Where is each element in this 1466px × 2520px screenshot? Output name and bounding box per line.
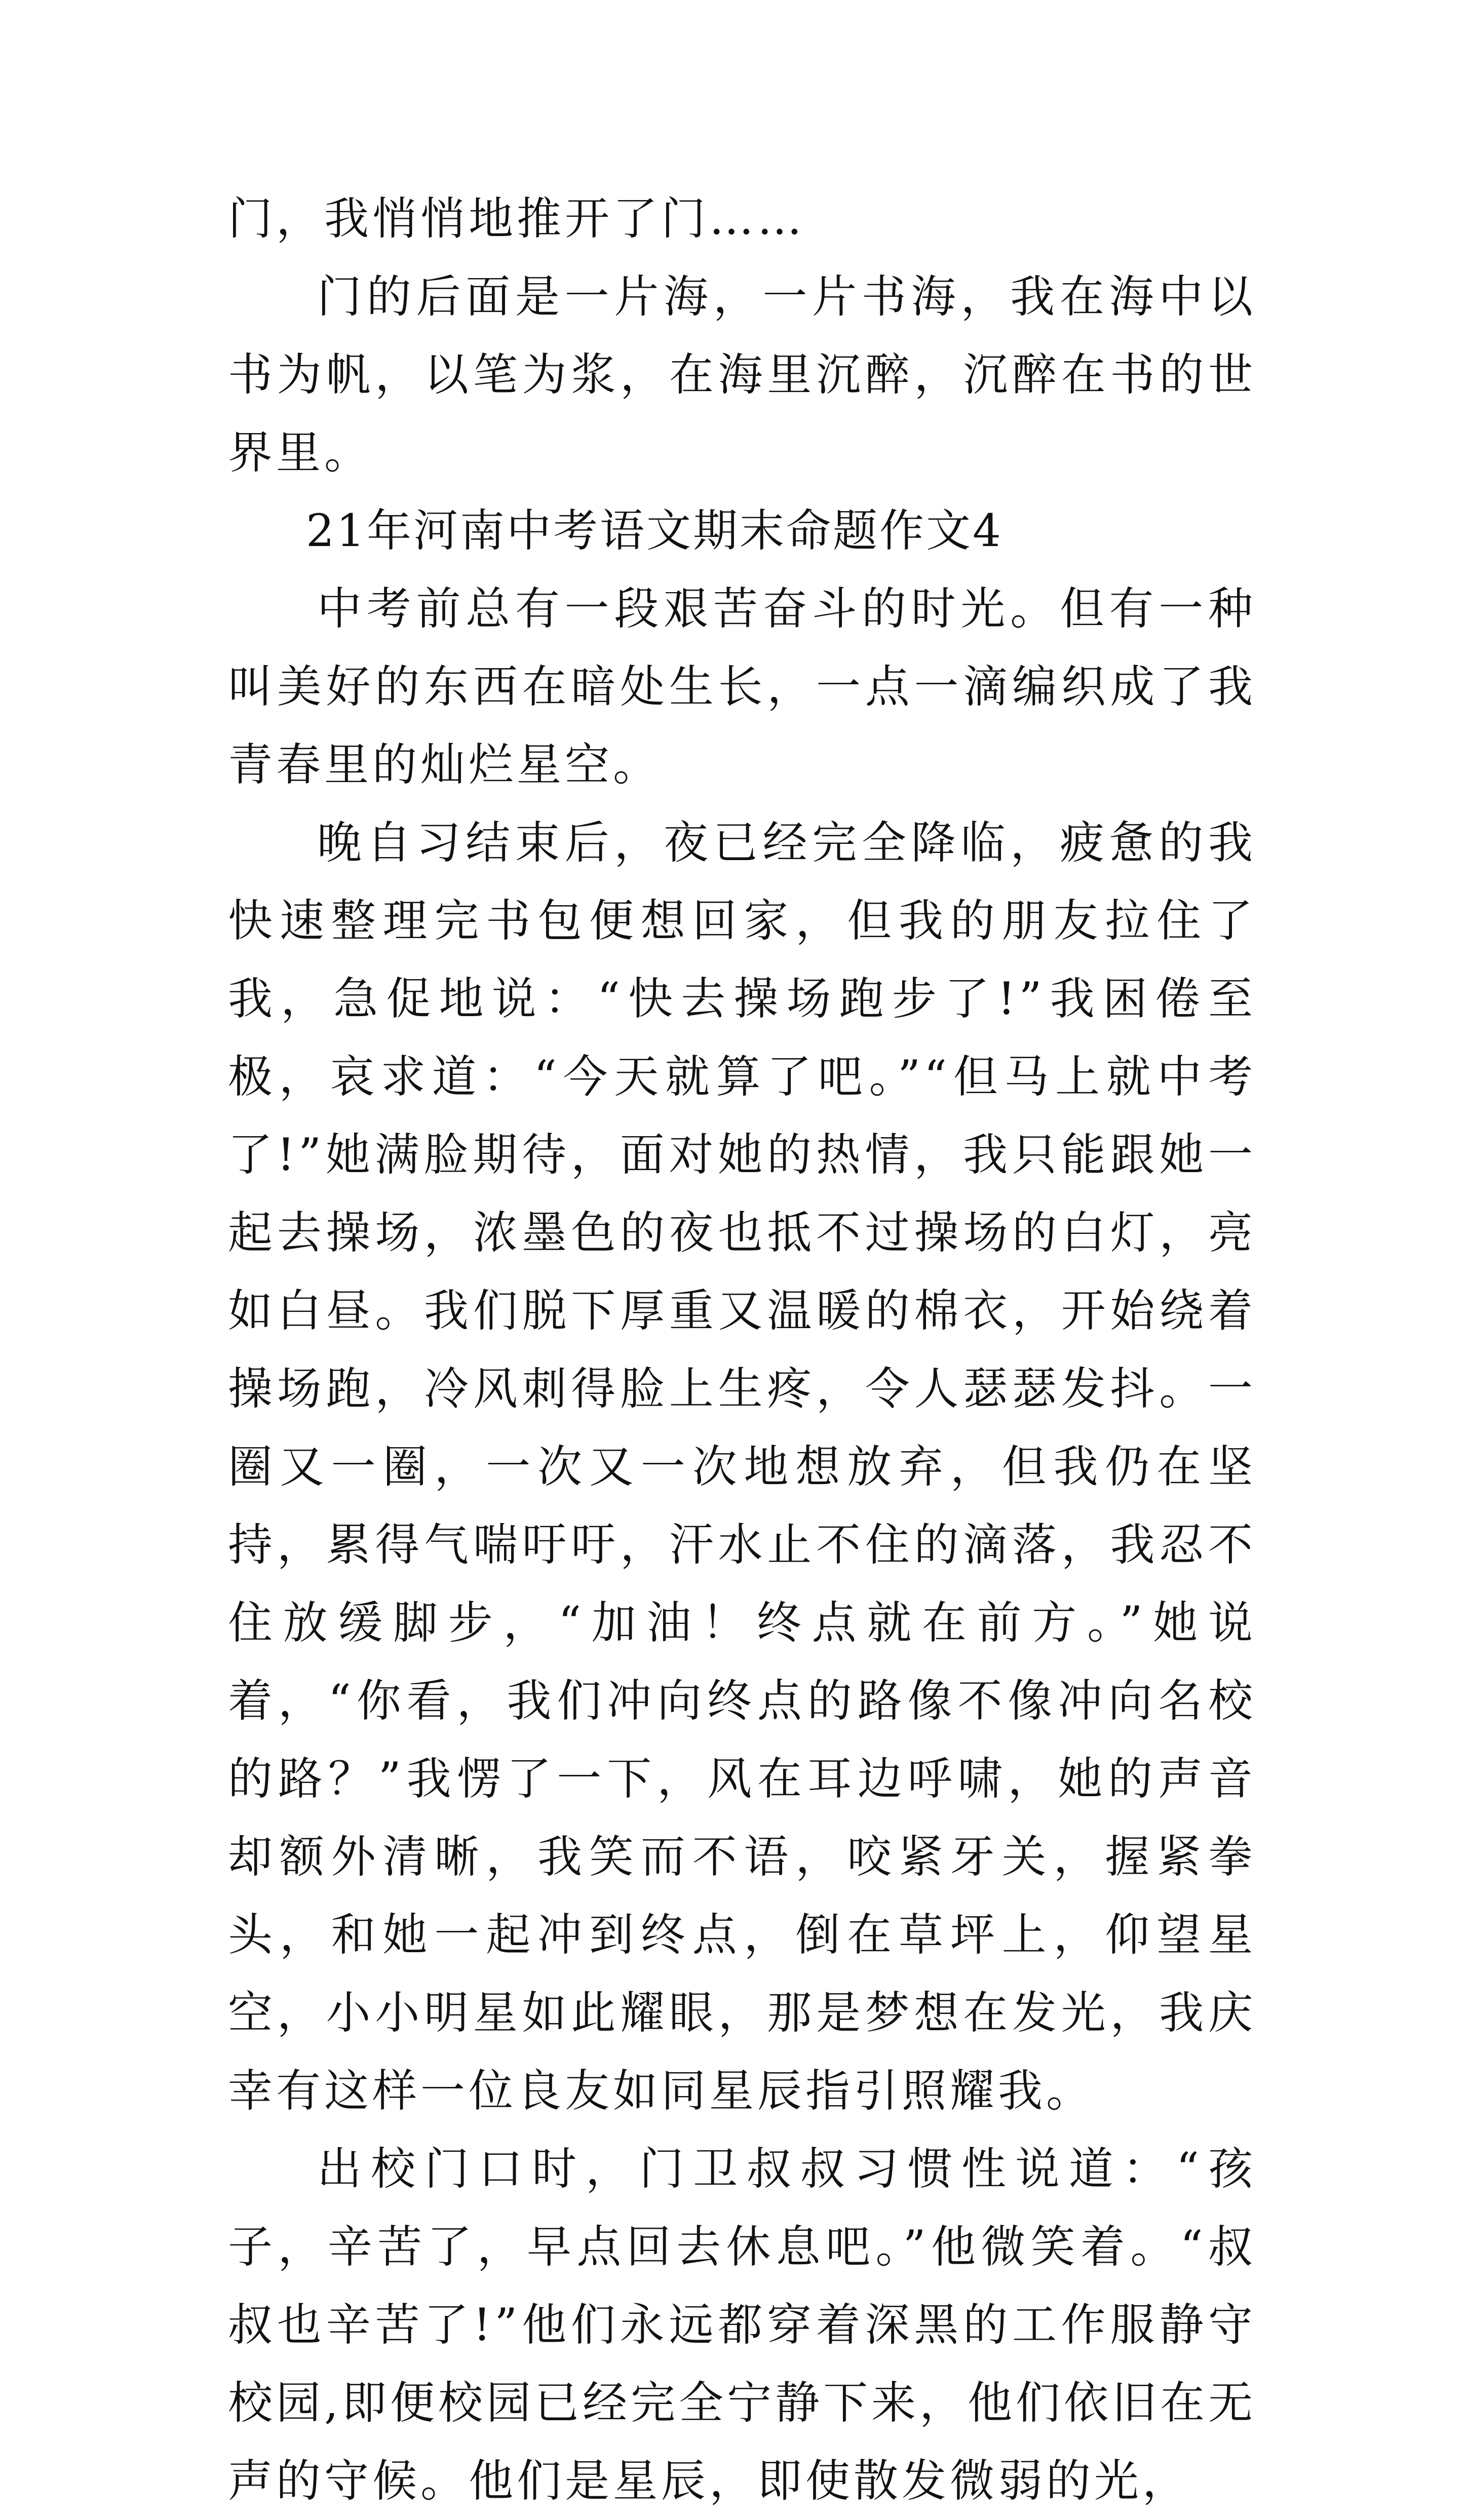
document-body <box>228 180 1256 2520</box>
essay-heading: 21年河南中考语文期末命题作文4 <box>306 505 1003 557</box>
paragraph-book-sea: 门的后面是一片海，一片书海，我在海中以书为帆，以笔为浆，在海里沉醉，沉醉在书的世界里。 <box>228 270 1256 479</box>
paragraph-gatekeeper: 出校门口时，门卫叔叔习惯性说道：“孩子，辛苦了，早点回去休息吧。”他微笑着。“叔叔也辛苦了!”他们永远都穿着深黑的工作服静守校园,即便校园已经完全宁静下来，他们依旧在无声的守候。他们是星辰，即使散发微弱的光， <box>228 2143 1256 2507</box>
paragraph-running: 晚自习结束后，夜已经完全降临，疲惫的我快速整理完书包便想回家，但我的朋友拉住了我，急促地说：“快去操场跑步了!”我困倦至极，哀求道：“今天就算了吧。”“但马上就中考了!”她满脸期待，面对她的热情，我只能跟她一起去操场，浓墨色的夜也抵不过操场的白灯，亮如白昼。我们脱下厚重又温暖的棉衣，开始绕着操场跑，冷风刺得脸上生疼，令人瑟瑟发抖。一圈又一圈，一次又一次地想放弃，但我仍在坚持，累得气喘吁吁，汗水止不住的滴落，我忍不住放缓脚步，“加油！终点就在前方。”她说着，“你看，我们冲向终点的路像不像冲向名校的路？”我愣了一下，风在耳边呼啸，她的声音却额外清晰，我笑而不语，咬紧牙关，握紧拳头，和她一起冲到终点，倒在草坪上，仰望星空，小小明星如此耀眼，那是梦想在发光，我庆幸有这样一位良友如同星辰指引照耀我。 <box>228 817 1256 2117</box>
paragraph-continuation: 门，我悄悄地推开了门…… <box>228 192 806 245</box>
paragraph-intro: 中考前总有一段艰苦奋斗的时光。但有一种叫美好的东西在暗处生长，一点一滴编织成了我青春里的灿烂星空。 <box>228 583 1256 791</box>
